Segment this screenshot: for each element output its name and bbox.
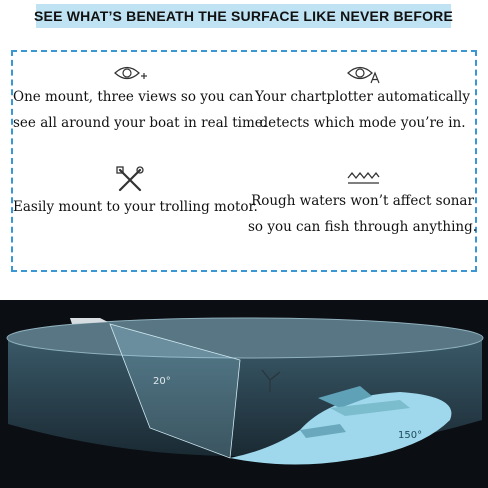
sonar-illustration — [0, 300, 488, 488]
feature-text: Your chartplotter automatically detects which mode you’re in. — [255, 89, 470, 131]
headline-text: SEE WHAT’S BENEATH THE SURFACE LIKE NEVER BEFORE — [34, 8, 454, 24]
feature-easy-mount — [13, 166, 258, 220]
tools-icon — [115, 166, 145, 194]
headline-banner — [34, 4, 454, 28]
feature-rough-waters — [246, 166, 479, 240]
sonar-scene — [0, 300, 488, 488]
feature-text: Easily mount to your trolling motor. — [13, 199, 258, 215]
feature-text: Rough waters won’t affect sonar so you can fish through anything. — [247, 193, 478, 235]
feature-three-views — [13, 62, 268, 136]
eye-a-icon — [346, 62, 380, 84]
feature-text: One mount, three views so you can see all around your boat in real time. — [13, 89, 268, 131]
waves-icon — [346, 166, 380, 188]
angle-label-right: 150° — [398, 430, 423, 441]
angle-label-left: 20° — [153, 376, 171, 387]
feature-auto-detect — [246, 62, 479, 136]
features-box — [11, 50, 477, 272]
eye-plus-icon — [113, 62, 147, 84]
